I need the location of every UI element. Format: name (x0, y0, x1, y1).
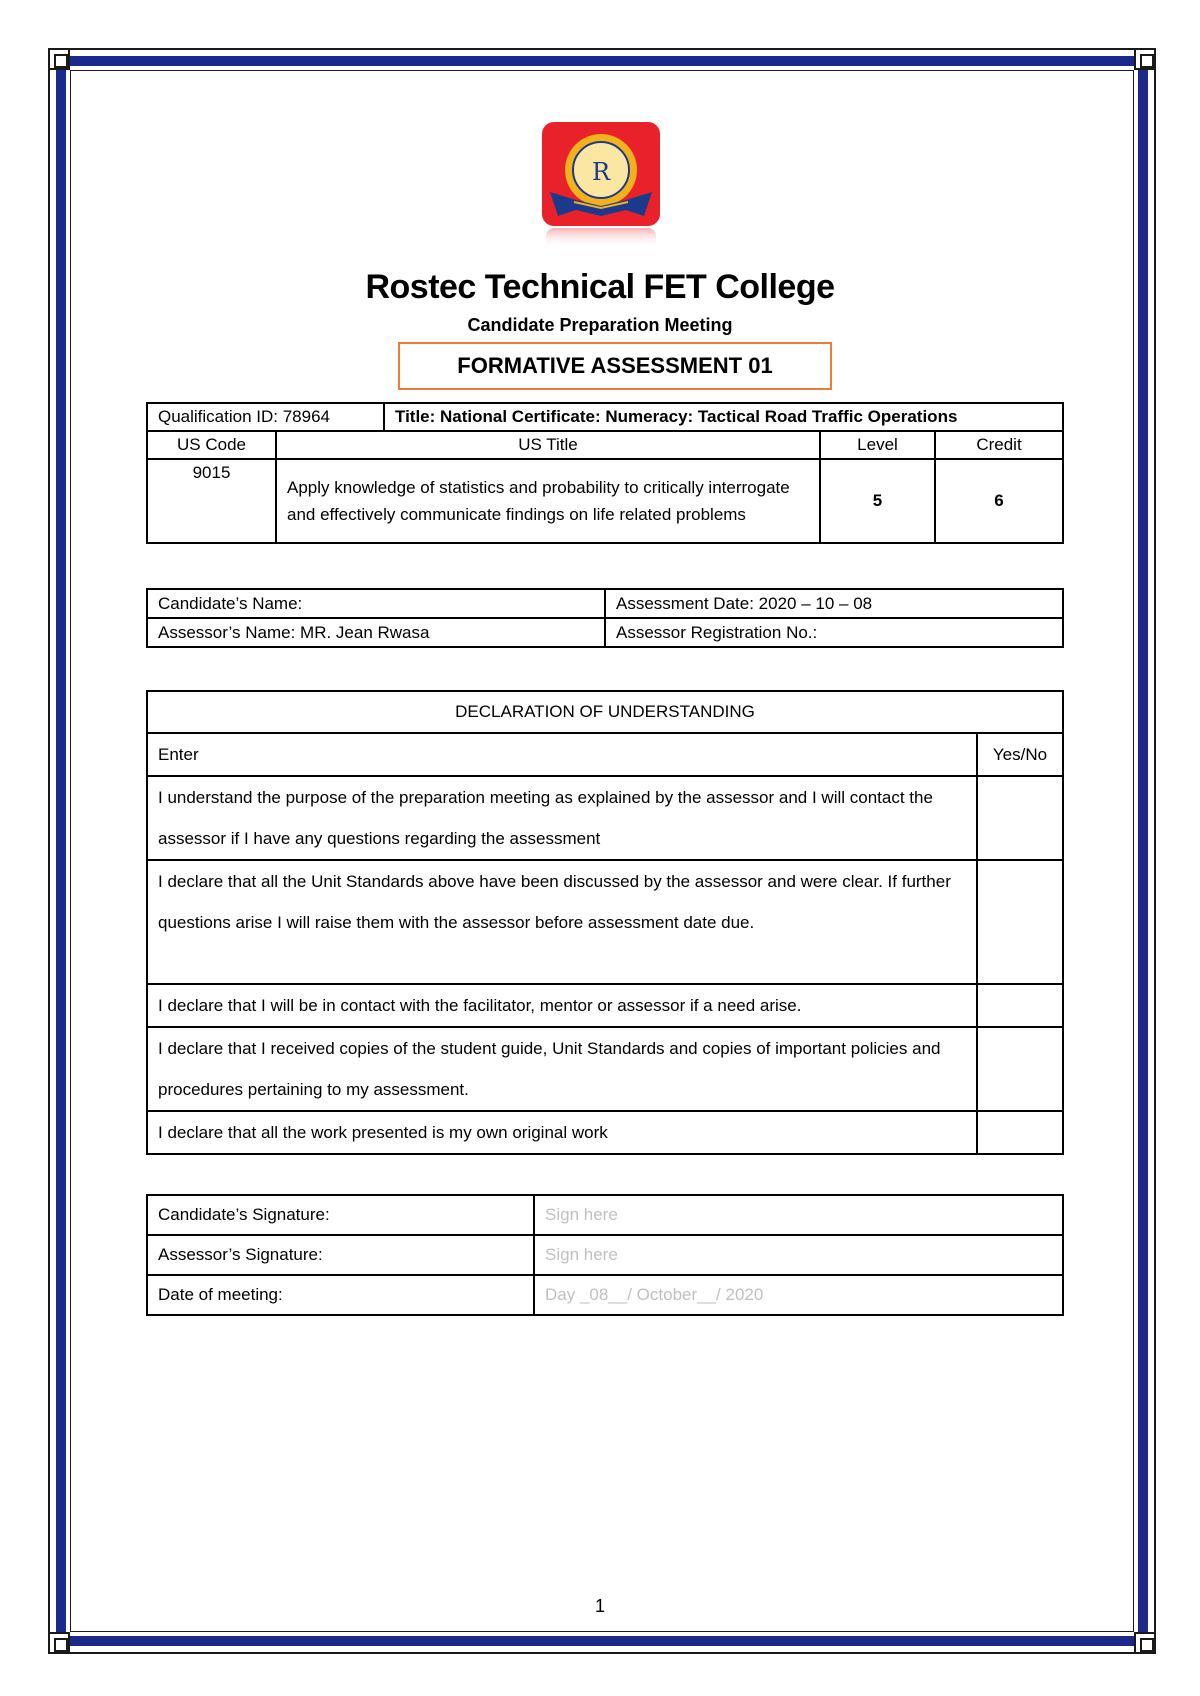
assessor-signature-field[interactable]: Sign here (534, 1235, 1063, 1275)
corner-ornament-bottom-right (1134, 1632, 1156, 1654)
yes-no-answer-cell[interactable] (977, 1027, 1063, 1111)
svg-text:R: R (591, 158, 611, 186)
declaration-item: I declare that I will be in contact with the facilitator, mentor or assessor if a need arise. (147, 984, 977, 1027)
corner-ornament-top-right (1134, 48, 1156, 70)
yes-no-answer-cell[interactable] (977, 860, 1063, 984)
table-row (147, 776, 1063, 860)
candidate-signature-label: Candidate’s Signature: (147, 1195, 534, 1235)
header-us-title: US Title (276, 431, 820, 459)
table-row (147, 1027, 1063, 1111)
declaration-item: I declare that all the work presented is my own original work (147, 1111, 977, 1154)
header-credit: Credit (935, 431, 1063, 459)
assessment-date: Assessment Date: 2020 – 10 – 08 (605, 589, 1063, 618)
signature-table (146, 1194, 1064, 1316)
declaration-item: I declare that I received copies of the student guide, Unit Standards and copies of important policies and procedures pertaining to my assessment. (147, 1027, 977, 1111)
us-title-value: Apply knowledge of statistics and probability to critically interrogate and effectively communicate findings on life related problems (276, 459, 820, 543)
page-number: 1 (594, 1596, 605, 1616)
qualification-id: Qualification ID: 78964 (147, 403, 384, 431)
header-level: Level (820, 431, 935, 459)
declaration-table (146, 690, 1064, 1155)
yes-no-answer-cell[interactable] (977, 1111, 1063, 1154)
table-row (147, 860, 1063, 984)
assessor-signature-label: Assessor’s Signature: (147, 1235, 534, 1275)
corner-ornament-bottom-left (48, 1632, 70, 1654)
declaration-item: I declare that all the Unit Standards above have been discussed by the assessor and were clear. If further questions arise I will raise them with the assessor before assessment date due. (147, 860, 977, 984)
declaration-heading: DECLARATION OF UNDERSTANDING (147, 691, 1063, 733)
assessment-title: FORMATIVE ASSESSMENT 01 (457, 353, 773, 378)
yes-no-answer-cell[interactable] (977, 776, 1063, 860)
assessor-registration-field[interactable]: Assessor Registration No.: (605, 618, 1063, 647)
page-subtitle: Candidate Preparation Meeting (467, 315, 733, 335)
college-crest-logo-icon (540, 120, 662, 250)
us-code-value: 9015 (147, 459, 276, 543)
assessment-title-box (398, 342, 832, 390)
yes-no-answer-cell[interactable] (977, 984, 1063, 1027)
credit-value: 6 (935, 459, 1063, 543)
college-name: Rostec Technical FET College (365, 268, 835, 306)
column-enter: Enter (147, 733, 977, 776)
meeting-date-label: Date of meeting: (147, 1275, 534, 1315)
candidate-info-table (146, 588, 1064, 648)
table-row (147, 984, 1063, 1027)
corner-ornament-top-left (48, 48, 70, 70)
assessor-name: Assessor’s Name: MR. Jean Rwasa (147, 618, 605, 647)
header-us-code: US Code (147, 431, 276, 459)
level-value: 5 (820, 459, 935, 543)
qualification-table (146, 402, 1064, 544)
column-yes-no: Yes/No (977, 733, 1063, 776)
table-row (147, 1111, 1063, 1154)
qualification-title: Title: National Certificate: Numeracy: Tactical Road Traffic Operations (384, 403, 1063, 431)
candidate-signature-field[interactable]: Sign here (534, 1195, 1063, 1235)
meeting-date-field[interactable]: Day _08__/ October__/ 2020 (534, 1275, 1063, 1315)
declaration-item: I understand the purpose of the preparation meeting as explained by the assessor and I will contact the assessor if I have any questions regarding the assessment (147, 776, 977, 860)
candidate-name-field[interactable]: Candidate’s Name: (147, 589, 605, 618)
